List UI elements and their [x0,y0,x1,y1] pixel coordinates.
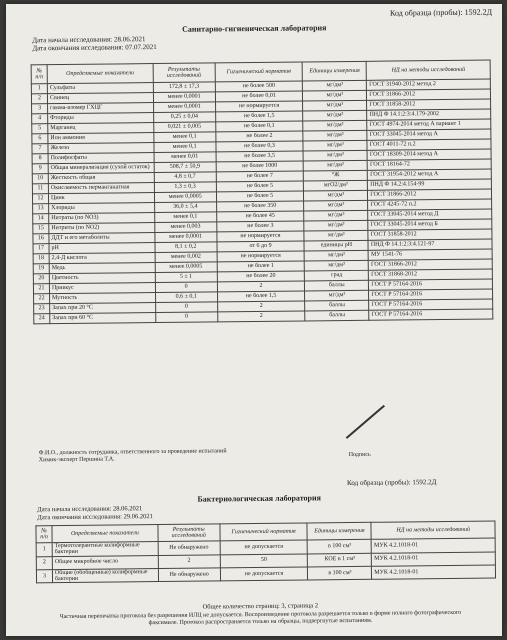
signature-mark [346,405,385,439]
cell-indicator: Нитраты (по NO3) [49,213,155,224]
cell-indicator: гамма-изомер ГХЦГ [48,103,154,114]
cell-number: 20 [33,274,49,284]
cell-result: 172,8 ± 17,3 [153,82,215,93]
cell-method: ГОСТ 33045-2014 метод Д [368,209,492,220]
cell-result: 5 ± 1 [155,272,217,283]
cell-result: Не обнаружено [158,541,220,555]
cell-norm: не более 45 [216,211,304,222]
cell-method: ГОСТ 4245-72 п.2 [368,199,492,210]
cell-norm: не более 0,1 [215,121,303,132]
cell-unit: °Ж [304,170,368,181]
cell-method: ГОСТ Р 57164-2016 [369,299,493,310]
cell-unit: мг/дм³ [303,150,367,161]
cell-unit: мг/дм³ [303,80,367,91]
bact-col-result: Результаты исследований [158,524,220,542]
cell-result: 508,7 ± 50,9 [154,162,216,173]
cell-number: 19 [33,264,49,274]
cell-method: ПНД Ф 14.1:2:3:4.179-2002 [367,109,491,120]
sample-code: Код образца (пробы): 1592.2Д [389,7,493,18]
cell-norm: не более 3 [216,221,304,232]
cell-number: 12 [32,194,48,204]
page-content [6,4,502,636]
cell-method: ПНД Ф 14.1:2:3:4.121-97 [368,239,492,250]
date-end: Дата окончания исследования: 07.07.2021 [32,43,157,53]
cell-method: ГОСТ 31940-2012 метод 2 [367,79,491,90]
cell-result: менее 0,1 [154,132,216,143]
cell-indicator: Свинец [47,93,153,104]
cell-unit: мг/дм³ [305,260,369,271]
cell-unit: мг/дм³ [304,200,368,211]
cell-unit: баллы [305,280,369,291]
cell-norm: не более 2 [215,131,303,142]
cell-indicator: Запах при 60 °С [50,313,156,324]
cell-result: менее 0,01 [154,152,216,163]
cell-unit: град [305,270,369,281]
cell-unit: баллы [305,310,369,321]
cell-norm: не более 1,5 [217,291,305,302]
cell-number: 22 [34,294,50,304]
disclaimer: Частичная перепечатка протокола без разрешения ИЛЦ не допускается. Воспроизведение протокола разрешается только в форме полного фотографического факсимиле. Протокол распространяется только на образцы, подвергнутые испытаниям. [59,609,462,627]
cell-indicator: Общая минерализация (сухой остаток) [48,163,154,174]
cell-norm: не более 350 [216,201,304,212]
cell-norm: не нормируется [217,251,305,262]
cell-indicator: Общее микробное число [52,555,158,569]
cell-indicator: Привкус [49,283,155,294]
cell-result: менее 0,0005 [155,262,217,273]
cell-number: 14 [33,214,49,224]
cell-result: 8,1 ± 0,2 [155,242,217,253]
cell-unit: мг/дм³ [303,140,367,151]
cell-method: ГОСТ 31866-2012 [368,189,492,200]
bact-date-start: Дата начала исследования: 28.06.2021 [37,505,143,514]
cell-indicator: Общие (обобщенные) колиформные бактерии [52,568,158,583]
cell-indicator: Марганец [48,123,154,134]
cell-norm: не более 1 [217,261,305,272]
cell-number: 2 [36,556,52,569]
cell-unit: в 100 см³ [308,539,372,553]
bact-col-method: НД на методы исследований [371,521,495,539]
cell-number: 21 [33,284,49,294]
bact-sample-code: Код образца (пробы): 1592.2Д [346,478,437,488]
cell-norm: 2 [217,311,305,322]
cell-number: 16 [33,234,49,244]
cell-number: 8 [32,154,48,164]
cell-result: 2 [158,554,220,568]
research-dates [32,35,157,52]
cell-result: 0,021 ± 0,005 [153,122,215,133]
cell-norm: не нормируется [215,101,303,112]
cell-number: 23 [34,304,50,314]
cell-unit: мг/дм³ [303,100,367,111]
responsible-block [39,448,227,464]
col-header-indicator: Определяемые показатели [47,64,153,84]
cell-unit: мг/дм³ [304,210,368,221]
cell-number: 11 [32,184,48,194]
cell-number: 5 [32,124,48,134]
cell-number: 10 [32,174,48,184]
cell-method: ГОСТ Р 57164-2016 [369,279,493,290]
sanitary-results-body [31,79,492,324]
cell-norm: не более 0,01 [215,91,303,102]
cell-indicator: Ион аммония [48,133,154,144]
cell-norm: не более 20 [217,271,305,282]
cell-unit: мг/дм³ [303,120,367,131]
cell-indicator: Жесткость общая [48,173,154,184]
cell-number: 24 [34,314,50,324]
cell-method: ГОСТ 4011-72 п.2 [367,139,491,150]
cell-method: ГОСТ 18309-2014 метод А [367,149,491,160]
cell-method: ГОСТ 33045-2014 метод Б [368,219,492,230]
col-header-method: НД на методы исследований [366,60,490,80]
cell-method: ГОСТ Р 57164-2016 [369,309,493,320]
cell-indicator: Полифосфаты [48,153,154,164]
protocol-page [6,4,502,636]
bact-col-indicator: Определяемые показатели [52,525,158,543]
cell-unit: мгО2/дм³ [304,180,368,191]
cell-norm: не более 500 [215,81,303,92]
bact-results-table [35,521,496,584]
cell-number: 15 [33,224,49,234]
cell-method: ГОСТ 4974-2014 метод А вариант 1 [367,119,491,130]
cell-number: 4 [32,114,48,124]
cell-indicator: Запах при 20 °С [50,303,156,314]
cell-unit: мг/дм³ [304,220,368,231]
cell-indicator: pH [49,243,155,254]
cell-method: МУК 4.2.1018-01 [372,565,496,580]
cell-norm: не нормируется [217,231,305,242]
cell-number: 7 [32,144,48,154]
cell-norm: не более 7 [216,171,304,182]
cell-method: МУК 4.2.1018-01 [371,538,495,553]
cell-method: ГОСТ 31866-2012 [368,259,492,270]
col-header-number: № п/п [31,65,47,84]
cell-result: менее 0,002 [155,252,217,263]
cell-number: 1 [31,84,47,94]
cell-result: менее 0,0001 [153,102,215,113]
date-start: Дата начала исследования: 28.06.2021 [32,35,146,45]
cell-norm: 2 [217,281,305,292]
cell-number: 9 [32,164,48,174]
cell-unit: мг/дм³ [305,250,369,261]
cell-indicator: Цинк [48,193,154,204]
cell-method: ГОСТ 31858-2012 [367,99,491,110]
bact-col-unit: Единицы измерения [307,522,371,540]
cell-norm: не допускается [220,540,308,555]
cell-unit: мг/дм³ [303,90,367,101]
cell-unit: мг/дм³ [304,160,368,171]
col-header-unit: Единицы измерения [303,61,367,81]
cell-indicator: Сульфаты [47,83,153,94]
cell-unit: единицы pH [304,240,368,251]
lab-title: Санитарно-гигиеническая лаборатория [182,23,327,34]
cell-result: менее 0,0005 [154,192,216,203]
cell-indicator: Нитриты (по NO2) [49,223,155,234]
cell-method: МУ 1541-76 [368,249,492,260]
cell-result: 4,8 ± 0,7 [154,172,216,183]
sanitary-results-table [31,60,494,325]
cell-norm: не более 1000 [216,161,304,172]
cell-result: менее 0,003 [155,222,217,233]
cell-number: 1 [36,543,52,557]
cell-indicator: 2,4-Д кислота [49,253,155,264]
cell-method: ГОСТ Р 57164-2016 [369,289,493,300]
cell-result: менее 0,1 [154,212,216,223]
cell-method: ГОСТ 31868-2012 [369,269,493,280]
cell-result: менее 0,0001 [155,232,217,243]
cell-indicator: Фториды [48,113,154,124]
cell-indicator: Мутность [49,293,155,304]
cell-number: 17 [33,244,49,254]
chemist-name: Химик-эксперт Першина Т.А. [38,456,115,464]
cell-method: ГОСТ 31866-2012 [367,89,491,100]
cell-result: 0 [155,312,217,323]
bact-results-body [36,538,495,583]
cell-indicator: Цветность [49,273,155,284]
cell-unit: мг/дм³ [304,230,368,241]
cell-method: ПНД Ф 14.2:4.154-99 [368,179,492,190]
cell-result: 0 [155,302,217,313]
cell-norm: от 6 до 9 [217,241,305,252]
cell-unit: в 100 см³ [308,566,372,580]
cell-result: менее 0,1 [154,142,216,153]
cell-method: ГОСТ 18164-72 [367,159,491,170]
cell-norm: не более 1,5 [215,111,303,122]
cell-result: 1,3 ± 0,3 [154,182,216,193]
cell-result: 0,25 ± 0,04 [153,112,215,123]
cell-norm: 50 [220,554,308,568]
cell-unit: мг/дм³ [305,290,369,301]
cell-norm: не более 5 [216,191,304,202]
cell-norm: 2 [217,301,305,312]
cell-unit: КОЕ в 1 см³ [308,553,372,567]
cell-method: ГОСТ 33045-2014 метод А [367,129,491,140]
cell-number: 18 [33,254,49,264]
cell-norm: не более 5 [216,181,304,192]
bact-research-dates [37,505,153,521]
cell-unit: мг/дм³ [304,190,368,201]
cell-number: 6 [32,134,48,144]
cell-method: ГОСТ 31858-2012 [368,229,492,240]
cell-indicator: Медь [49,263,155,274]
cell-result: Не обнаружено [158,567,220,581]
cell-number: 3 [32,104,48,114]
cell-norm: не допускается [220,567,308,582]
cell-indicator: Термотолерантные колиформные бактерии [52,542,158,557]
cell-norm: не более 3,5 [216,151,304,162]
cell-result: 0,6 ± 0,1 [155,292,217,303]
cell-result: 36,0 ± 5,4 [154,202,216,213]
cell-indicator: ДДТ и его метаболиты [49,233,155,244]
cell-number: 2 [31,94,47,104]
responsible-label: Ф.И.О., должность сотрудника, ответственного за проведение испытаний [38,448,227,457]
cell-indicator: Окисляемость перманганатная [48,183,154,194]
col-header-result: Результаты исследований [153,63,215,83]
bact-col-norm: Гигиенический норматив [220,523,308,541]
cell-indicator: Хлориды [49,203,155,214]
cell-number: 13 [33,204,49,214]
cell-result: 0 [155,282,217,293]
cell-unit: баллы [305,300,369,311]
cell-result: менее 0,0001 [153,92,215,103]
cell-unit: мг/дм³ [303,130,367,141]
bact-date-end: Дата окончания исследования: 29.06.2021 [37,512,153,521]
bact-col-number: № п/п [36,526,52,543]
signature-label: Подпись [348,451,371,459]
bact-lab-title: Бактериологическая лаборатория [197,493,321,504]
cell-method: ГОСТ 31954-2012 метод А [368,169,492,180]
page-count: Общее количество страниц: 3, страница 2 [202,602,319,611]
cell-norm: не более 0,3 [216,141,304,152]
col-header-norm: Гигиенический норматив [215,62,303,82]
cell-unit: мг/дм³ [303,110,367,121]
cell-indicator: Железо [48,143,154,154]
cell-method: МУК 4.2.1018-01 [372,552,496,566]
cell-number: 3 [36,569,52,583]
